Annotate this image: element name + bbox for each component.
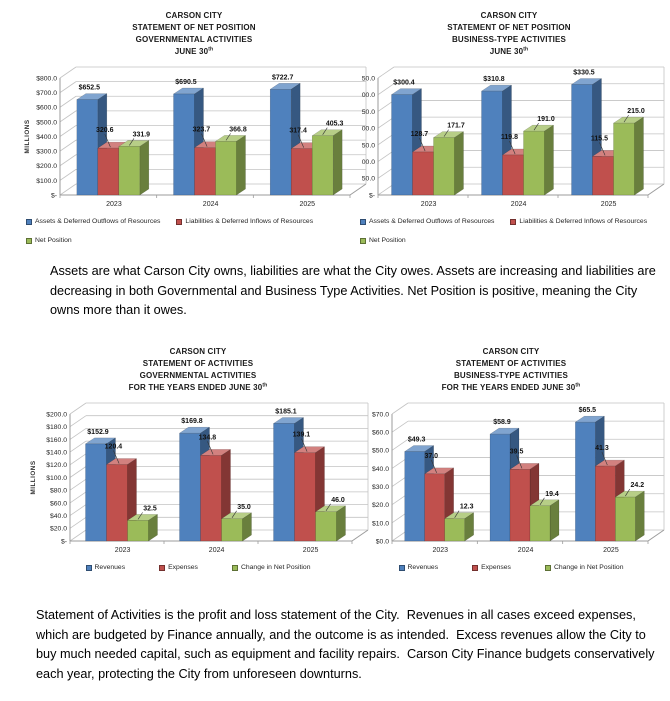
data-label: $722.7 [271, 74, 294, 82]
bar [595, 466, 615, 541]
legend-item [86, 564, 126, 571]
legend-swatch [472, 565, 478, 571]
bar [119, 146, 140, 195]
data-label: 12.3 [459, 503, 474, 511]
y-tick-label: $20.0 [371, 502, 389, 510]
bar-side [635, 491, 644, 541]
legend-label: Net Position [35, 237, 72, 244]
data-label: $169.8 [181, 418, 203, 426]
y-axis-title: MILLIONS [30, 460, 37, 495]
bar [405, 452, 425, 541]
data-label: 171.7 [447, 122, 465, 130]
bar [392, 95, 413, 195]
category-label: 2023 [106, 201, 122, 208]
bar [593, 156, 614, 195]
y-tick-label: 50.0 [361, 75, 375, 83]
bar [445, 519, 465, 541]
category-label: 2024 [517, 547, 534, 554]
data-label: 19.4 [545, 490, 559, 498]
chart-title-line: JUNE 30th [489, 46, 529, 56]
y-tick-label: $800.0 [36, 75, 57, 83]
gridline [70, 517, 86, 528]
data-label: 46.0 [331, 496, 345, 504]
bar [510, 469, 530, 541]
activities-summary-paragraph: Statement of Activities is the profit and loss statement of the City. Revenues in all cases exceed expenses, which are budgeted by Finance annually, and the outcome is as intended. Excess revenues allow the City to buy much needed capital, such as equipment and facility repairs. Carson City Finance budgets conservatively each year, protecting the City from unforeseen downturns. [36, 608, 659, 682]
y-tick-label: $- [60, 538, 67, 546]
chart-plot [352, 61, 666, 211]
chart-net-position-business-type [352, 10, 666, 244]
legend-label: Revenues [94, 564, 126, 571]
gridline [70, 492, 86, 503]
chart-title-line: STATEMENT OF NET POSITION [132, 23, 256, 32]
bar-side [545, 125, 554, 195]
data-label: 119.8 [500, 133, 519, 141]
legend-swatch [26, 238, 32, 244]
legend-swatch [545, 565, 551, 571]
legend-label: Change in Net Position [553, 564, 624, 571]
data-label: $330.5 [573, 69, 595, 77]
bar [503, 155, 524, 195]
bar [274, 423, 295, 541]
y-tick-label: $600.0 [36, 104, 57, 112]
chart-title-line: STATEMENT OF ACTIVITIES [455, 359, 567, 368]
category-label: 2023 [114, 547, 131, 554]
y-tick-label: $140.0 [46, 449, 67, 457]
y-tick-label: $700.0 [36, 90, 57, 98]
chart-title-line: JUNE 30th [174, 46, 214, 56]
chart-title-line: GOVERNMENTAL ACTIVITIES [139, 371, 257, 380]
category-label: 2025 [603, 547, 619, 554]
chart-title [356, 346, 666, 394]
legend-item [545, 564, 624, 571]
y-tick-label: 00.0 [361, 92, 375, 100]
bar [295, 453, 316, 541]
data-label: 39.5 [509, 448, 524, 456]
gridline [70, 428, 86, 439]
gridline [60, 140, 76, 151]
y-tick-label: $400.0 [36, 133, 57, 141]
chart-plot [18, 61, 370, 211]
bar [107, 465, 128, 541]
data-label: 215.0 [627, 108, 645, 116]
chart-title-line: CARSON CITY [480, 11, 538, 20]
legend-item [510, 218, 647, 225]
chart-activities-governmental [24, 346, 372, 571]
gridline [70, 467, 86, 478]
bar [413, 152, 434, 195]
data-label: 405.3 [325, 120, 344, 128]
data-label: 32.5 [143, 505, 157, 513]
data-label: 24.2 [630, 482, 645, 490]
bar-side [140, 140, 149, 195]
legend-label: Net Position [369, 237, 406, 244]
data-label: 191.0 [537, 116, 555, 124]
floor-edge [648, 184, 664, 195]
chart-plot [356, 397, 666, 557]
category-label: 2024 [202, 201, 219, 208]
chart-title-line: CARSON CITY [165, 11, 223, 20]
gridline [60, 169, 76, 180]
bar-side [237, 135, 246, 195]
chart-title-line: FOR THE YEARS ENDED JUNE 30th [128, 382, 268, 392]
bar-side [550, 500, 559, 541]
category-label: 2025 [302, 547, 319, 554]
bar [270, 89, 291, 195]
chart-title-line: BUSINESS-TYPE ACTIVITIES [454, 371, 568, 380]
legend-label: Expenses [481, 564, 511, 571]
gridline [70, 505, 86, 516]
legend-swatch [86, 565, 92, 571]
y-tick-label: $70.0 [371, 411, 389, 419]
bar [98, 148, 119, 195]
data-label: 120.4 [104, 443, 123, 451]
category-label: 2024 [208, 547, 225, 554]
data-label: $65.5 [578, 407, 597, 415]
bar [434, 138, 455, 195]
legend-label: Assets & Deferred Outflows of Resources [369, 218, 495, 225]
y-tick-label: $80.0 [49, 487, 67, 495]
y-tick-label: $40.0 [371, 465, 389, 473]
data-label: $49.3 [407, 436, 426, 444]
gridline [60, 96, 76, 107]
category-label: 2024 [510, 201, 527, 208]
legend-label: Change in Net Position [240, 564, 311, 571]
legend-swatch [176, 219, 182, 225]
gridline [60, 126, 76, 137]
y-tick-label: $200.0 [46, 411, 67, 419]
chart-legend [356, 564, 666, 571]
data-label: 323.7 [192, 126, 211, 134]
chart-legend [18, 218, 370, 244]
chart-title [352, 10, 666, 58]
legend-label: Liabilities & Deferred Inflows of Resources [185, 218, 314, 225]
gridline [392, 439, 408, 450]
legend-swatch [510, 219, 516, 225]
gridline [392, 403, 408, 414]
legend-item [360, 218, 494, 225]
floor-edge [648, 530, 664, 541]
bar [614, 123, 635, 195]
data-label: $310.8 [483, 76, 505, 84]
category-label: 2023 [432, 547, 449, 554]
chart-title-line: STATEMENT OF ACTIVITIES [142, 359, 254, 368]
y-tick-label: $10.0 [371, 520, 389, 528]
gridline [60, 155, 76, 166]
category-label: 2025 [600, 201, 617, 208]
gridline [70, 454, 86, 465]
data-label: $652.5 [78, 84, 101, 92]
y-axis-title: MILLIONS [24, 119, 31, 154]
legend-swatch [399, 565, 405, 571]
chart-title-line: CARSON CITY [482, 347, 540, 356]
chart-title [24, 346, 372, 394]
y-tick-label: $180.0 [46, 424, 67, 432]
y-tick-label: $- [368, 192, 375, 200]
legend-swatch [232, 565, 238, 571]
bar [222, 519, 243, 541]
data-label: 37.0 [424, 452, 439, 460]
bar [195, 148, 216, 195]
legend-item [399, 564, 439, 571]
data-label: 128.7 [410, 130, 429, 138]
chart-title-line: CARSON CITY [169, 347, 227, 356]
bar [524, 131, 545, 195]
chart-plot [24, 397, 372, 557]
y-tick-label: $120.0 [46, 462, 67, 470]
gridline [60, 111, 76, 122]
gridline [60, 184, 76, 195]
gridline [378, 67, 394, 78]
bar-side [337, 506, 346, 541]
bar [174, 94, 195, 195]
chart-title-line: STATEMENT OF NET POSITION [447, 23, 571, 32]
bar [201, 455, 222, 541]
chart-legend [24, 564, 372, 571]
y-tick-label: $60.0 [49, 500, 67, 508]
chart-legend [352, 218, 666, 244]
chart-title-line: GOVERNMENTAL ACTIVITIES [135, 35, 253, 44]
legend-item [159, 564, 198, 571]
gridline [70, 441, 86, 452]
legend-item [232, 564, 311, 571]
data-label: $690.5 [175, 79, 197, 87]
legend-item [472, 564, 511, 571]
bar [530, 506, 550, 541]
y-tick-label: $0.0 [375, 538, 389, 546]
bar [291, 149, 312, 195]
bar [575, 422, 595, 541]
gridline [70, 416, 86, 427]
y-tick-label: 50.0 [361, 175, 375, 183]
y-tick-label: $200.0 [36, 163, 57, 171]
gridline [392, 421, 408, 432]
bar-side [455, 132, 464, 195]
bar-side [333, 130, 342, 195]
category-label: 2025 [299, 201, 316, 208]
gridline [60, 82, 76, 93]
y-tick-label: $500.0 [36, 119, 57, 127]
bar [490, 434, 510, 541]
y-tick-label: $50.0 [371, 447, 389, 455]
bar [180, 433, 201, 541]
legend-swatch [360, 238, 366, 244]
data-label: $185.1 [275, 408, 297, 416]
gridline [70, 530, 86, 541]
y-tick-label: $100.0 [36, 177, 57, 185]
y-tick-label: $100.0 [46, 474, 67, 482]
bar [425, 474, 445, 541]
data-label: 320.6 [95, 127, 114, 135]
data-label: 139.1 [292, 431, 311, 439]
bar-side [635, 117, 644, 195]
data-label: 331.9 [132, 131, 151, 139]
data-label: 41.3 [595, 445, 609, 453]
legend-label: Assets & Deferred Outflows of Resources [35, 218, 161, 225]
data-label: 35.0 [237, 503, 251, 511]
legend-label: Liabilities & Deferred Inflows of Resources [519, 218, 648, 225]
legend-label: Revenues [407, 564, 439, 571]
y-tick-label: $30.0 [371, 483, 389, 491]
bar [216, 141, 237, 195]
y-tick-label: $- [50, 192, 57, 200]
bar [316, 512, 337, 541]
y-tick-label: 00.0 [361, 158, 375, 166]
bar [482, 91, 503, 195]
y-tick-label: $20.0 [49, 525, 67, 533]
y-tick-label: $300.0 [36, 148, 57, 156]
legend-item [26, 237, 72, 244]
chart-title-line: BUSINESS-TYPE ACTIVITIES [452, 35, 566, 44]
legend-swatch [26, 219, 32, 225]
category-label: 2023 [420, 201, 437, 208]
gridline [70, 479, 86, 490]
legend-swatch [159, 565, 165, 571]
y-tick-label: 50.0 [361, 142, 375, 150]
gridline [60, 67, 76, 78]
data-label: 366.8 [229, 126, 247, 134]
bar [128, 520, 149, 541]
data-label: 134.8 [198, 434, 217, 442]
chart-net-position-governmental [18, 10, 370, 244]
y-tick-label: 50.0 [361, 108, 375, 116]
legend-label: Expenses [168, 564, 198, 571]
chart-title [18, 10, 370, 58]
data-label: 317.4 [289, 127, 307, 135]
bar [615, 497, 635, 541]
y-tick-label: $60.0 [371, 429, 389, 437]
legend-item [26, 218, 160, 225]
y-tick-label: $160.0 [46, 436, 67, 444]
data-label: $152.9 [87, 428, 109, 436]
data-label: $58.9 [493, 419, 511, 427]
legend-item [176, 218, 313, 225]
legend-item [360, 237, 406, 244]
bar [86, 444, 107, 541]
net-position-summary-paragraph: Assets are what Carson City owns, liabilities are what the City owes. Assets are increasing and liabilities are decreasing in both Governmental and Business Type Activities. Net Position is positive, meaning the City owns more than it owes. [50, 264, 660, 318]
chart-activities-business-type [356, 346, 666, 571]
data-label: $300.4 [393, 79, 415, 87]
gridline [70, 403, 86, 414]
bar [572, 85, 593, 195]
y-tick-label: $40.0 [49, 513, 67, 520]
y-tick-label: 00.0 [361, 125, 375, 133]
data-label: 115.5 [590, 135, 609, 143]
bar [312, 136, 333, 195]
chart-title-line: FOR THE YEARS ENDED JUNE 30th [441, 382, 581, 392]
gridline [378, 84, 394, 95]
legend-swatch [360, 219, 366, 225]
bar [77, 100, 98, 195]
